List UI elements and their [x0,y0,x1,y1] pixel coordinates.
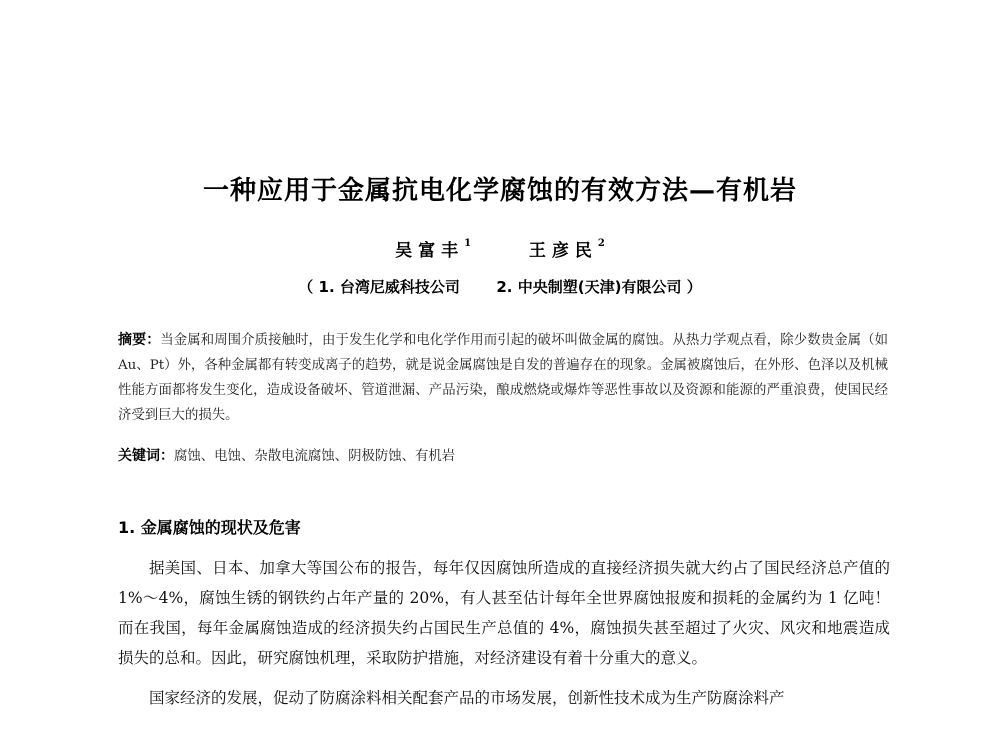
author-2-affil-mark: 2 [597,238,605,250]
author-2-name: 王彦民 [528,241,598,261]
affiliation-2: 2. 中央制塑(天津)有限公司 [496,278,682,296]
paper-title: 一种应用于金属抗电化学腐蚀的有效方法—有机岩 [202,176,797,206]
section-1-body [118,553,890,723]
author-line [0,236,1000,261]
abstract-block: 摘要：当金属和周围介质接触时，由于发生化学和电化学作用而引起的破坏叫做金属的腐蚀。从热力学观点看，除少数贵金属（如 Au、Pt）外，各种金属都有转变成离子的趋势，就是说金属腐蚀是自发的普遍存在的现象。金属被腐蚀后，在外形、色泽以及机械性能方面都将发生变化，造成设备破坏、管道泄漏、产品污染，酿成燃烧或爆炸等恶性事故以及资源和能源的严重浪费，使国民经济受到巨大的损失。 [118,332,889,423]
author-1-affil-mark: 1 [464,238,472,250]
author-1-name: 吴富丰 [395,241,465,261]
abstract-text: 当金属和周围介质接触时，由于发生化学和电化学作用而引起的破坏叫做金属的腐蚀。从热力学观点看，除少数贵金属（如 Au、Pt）外，各种金属都有转变成离子的趋势，就是说金属腐蚀是自发的普遍存在的现象。金属被腐蚀后，在外形、色泽以及机械性能方面都将发生变化，造成设备破坏、管道泄漏、产品污染，酿成燃烧或爆炸等恶性事故以及资源和能源的严重浪费，使国民经济受到巨大的损失。 [118,333,889,423]
affiliation-open-paren: （ [298,278,314,296]
affiliation-close-paren: ） [686,278,702,296]
keywords-block: 关键词：腐蚀、电蚀、杂散电流腐蚀、阴极防蚀、有机岩 [118,448,456,464]
affiliation-line [0,276,1000,297]
keywords-label: 关键词 [118,448,160,464]
author-1 [395,236,471,261]
affiliation-1: 1. 台湾尼威科技公司 [318,278,460,296]
keywords-text: 腐蚀、电蚀、杂散电流腐蚀、阴极防蚀、有机岩 [174,449,456,464]
section-1-paragraph-2: 国家经济的发展，促动了防腐涂料相关配套产品的市场发展，创新性技术成为生产防腐涂料产 [149,689,785,707]
abstract-label: 摘要 [118,332,147,348]
section-1-heading: 1. 金属腐蚀的现状及危害 [118,518,301,537]
section-1-paragraph-1: 据美国、日本、加拿大等国公布的报告，每年仅因腐蚀所造成的直接经济损失就大约占了国民经济总产值的 1%～4%，腐蚀生锈的钢铁约占年产量的 20%，有人甚至估计每年全世界腐蚀报废和损耗的金属约为 1 亿吨！而在我国，每年金属腐蚀造成的经济损失约占国民生产总值的 4%，腐蚀损失甚至超过了火灾、风灾和地震造成损失的总和。因此，研究腐蚀机理，采取防护措施，对经济建设有着十分重大的意义。 [118,559,890,667]
author-2 [529,236,605,261]
